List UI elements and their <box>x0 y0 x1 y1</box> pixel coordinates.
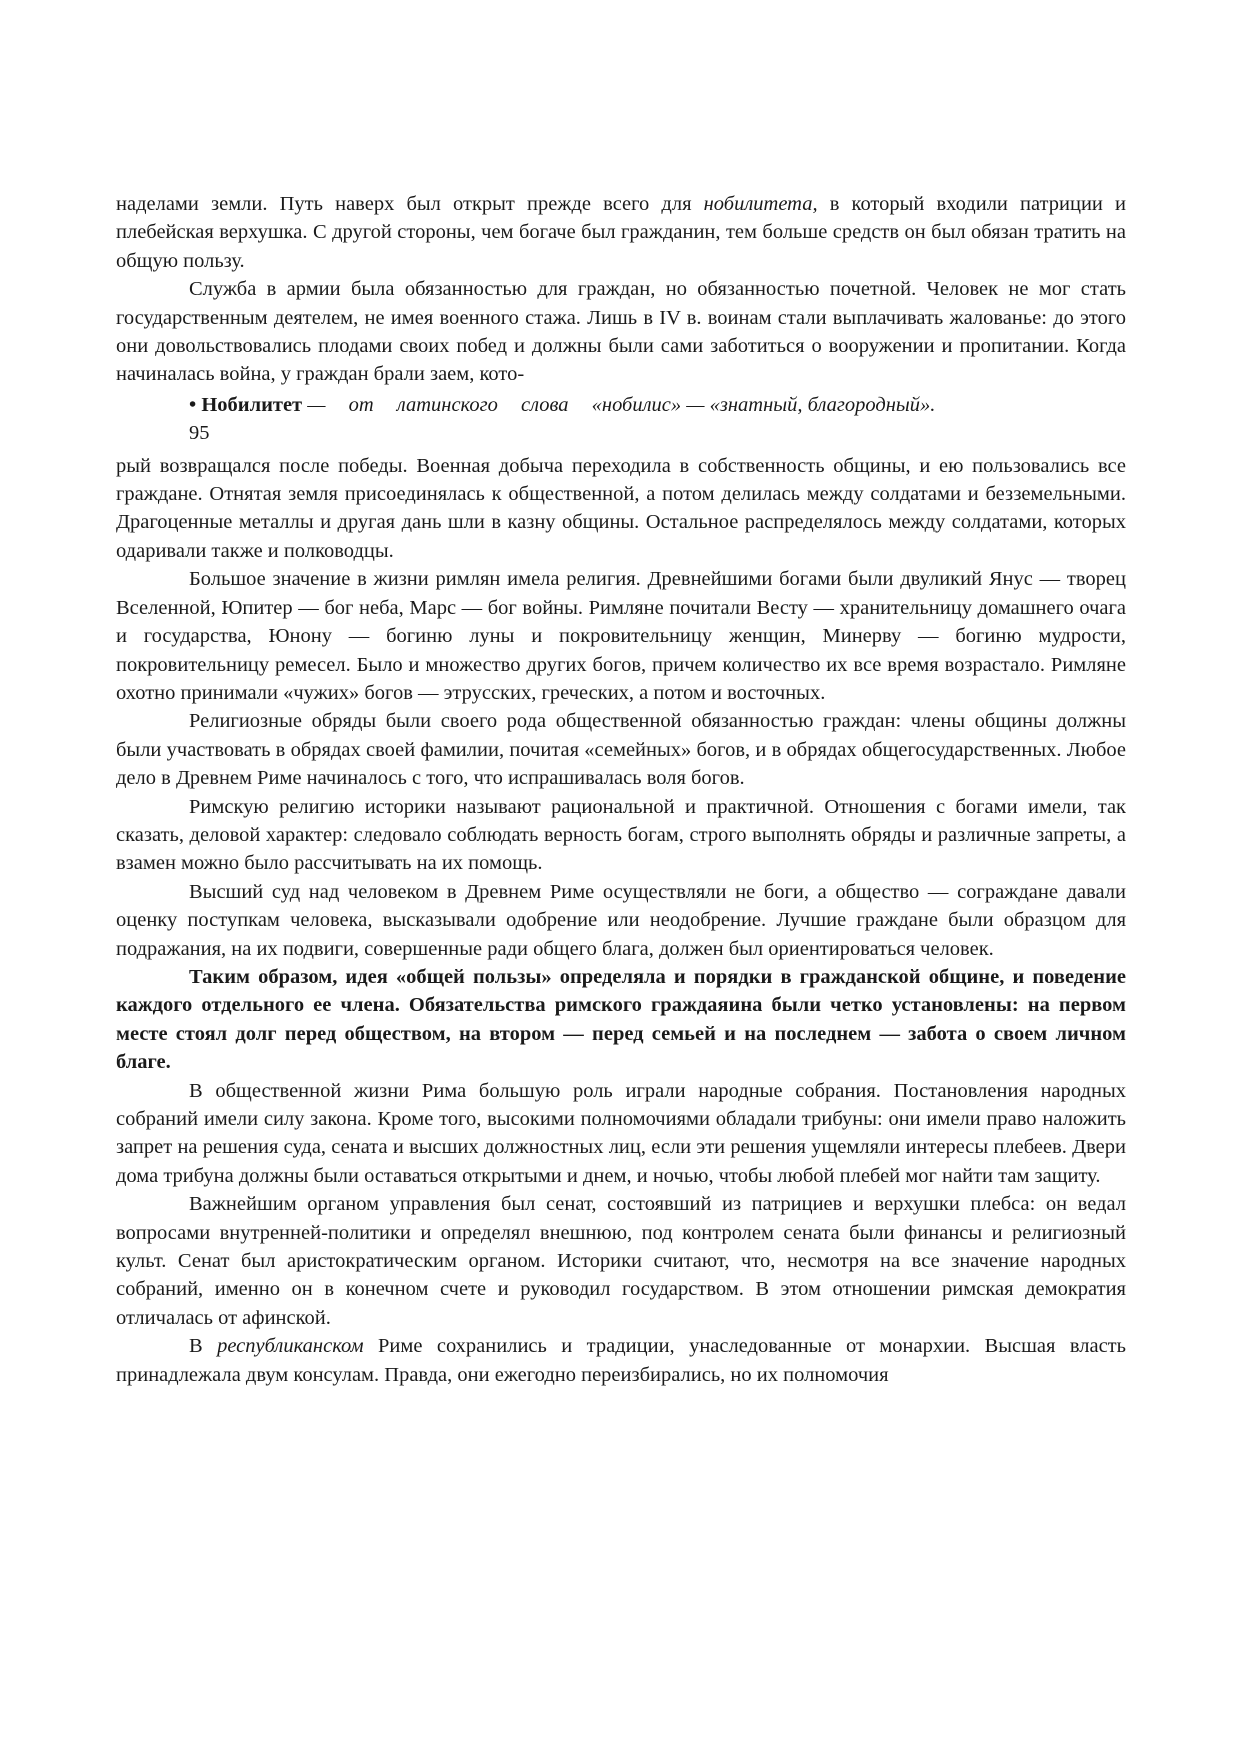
paragraph-4: Большое значение в жизни римлян имела религия. Древнейшими богами были двуликий Янус — творец Вселенной, Юпитер — бог неба, Марс — бог войны. Римляне почитали Весту — хранительницу домашнего очага и государства, Юнону — богиню луны и покровительницу женщин, Минерву — богиню мудрости, покровительницу ремесел. Было и множество других богов, причем количество их все время возрастало. Римляне охотно принимали «чужих» богов — этрусских, греческих, а потом и восточных. <box>116 568 1126 704</box>
paragraph-6: Римскую религию историки называют рациональной и практичной. Отношения с богами имели, так сказать, деловой характер: следовало соблюдать верность богам, строго выполнять обряды и различные запреты, а взамен можно было рассчитывать на их помощь. <box>116 795 1126 875</box>
footnote-term: Нобилитет <box>201 393 303 416</box>
paragraph-1-text-b: в который входили патриции и плебейская верхушка. С другой стороны, чем богаче был гражданин, тем больше средств он был обязан тратить на общую пользу. <box>116 193 1126 272</box>
paragraph-2: Служба в армии была обязанностью для граждан, но обязанностью почетной. Человек не мог стать государственным деятелем, не имея военного стажа. Лишь в IV в. воинам стали выплачивать жалованье: до этого они довольствовались плодами своих побед и должны были сами заботиться о вооружении и пропитании. Когда начиналась война, у граждан брали заем, кото- <box>116 278 1126 386</box>
page-number: 95 <box>189 422 210 445</box>
paragraph-1-text-a: наделами земли. Путь наверх был открыт прежде всего для <box>116 193 704 215</box>
republican-term: республиканском <box>217 1335 364 1358</box>
document-page <box>116 190 1126 1389</box>
paragraph-3: рый возвращался после победы. Военная добыча переходила в собственность общины, и ею пользовались все граждане. Отнятая земля присоединялась к общественной, а потом делилась между солдатами и безземельными. Драгоценные металлы и другая дань шли в казну общины. Остальное распределялось между солдатами, которых одаривали также и полководцы. <box>116 454 1126 562</box>
paragraph-1 <box>116 190 1126 275</box>
footnote-definition-translation: — «знатный, благородный». <box>686 393 936 416</box>
paragraph-10: Важнейшим органом управления был сенат, состоявший из патрициев и верхушки плебса: он ведал вопросами внутренней-политики и определял внешнюю, под контролем сената были финансы и религиозный культ. Сенат был аристократическим органом. Историки считают, что, несмотря на все значение народных собраний, именно он в конечном счете и руководил государством. В этом отношении римская демократия отличалась от афинской. <box>116 1193 1126 1329</box>
paragraph-11-text-a: В <box>189 1335 218 1358</box>
nobility-term: нобилитета, <box>703 193 818 215</box>
paragraph-11-text-b: Риме сохранились и традиции, унаследованные от монархии. Высшая власть принадлежала двум консулам. Правда, они ежегодно переизбирались, но их полномочия <box>116 1335 1126 1386</box>
paragraph-9: В общественной жизни Рима большую роль играли народные собрания. Постановления народных собраний имели силу закона. Кроме того, высокими полномочиями обладали трибуны: они имели право наложить запрет на решения суда, сената и высших должностных лиц, если эти решения ущемляли интересы плебеев. Двери дома трибуна должны были оставаться открытыми и днем, и ночью, чтобы любой плебей мог найти там защиту. <box>116 1079 1126 1187</box>
paragraph-7: Высший суд над человеком в Древнем Риме осуществляли не боги, а общество — сограждане давали оценку поступкам человека, высказывали одобрение или неодобрение. Лучшие граждане были образцом для подражания, на их подвиги, совершенные ради общего блага, должен был ориентироваться человек. <box>116 880 1126 960</box>
footnote-definition: — от латинского слова «нобилис» <box>307 393 682 416</box>
paragraph-5: Религиозные обряды были своего рода общественной обязанностью граждан: члены общины должны были участвовать в обрядах своей фамилии, почитая «семейных» богов, и в обрядах общегосударственных. Любое дело в Древнем Риме начиналось с того, что испрашивалась воля богов. <box>116 710 1126 790</box>
paragraph-11 <box>116 1332 1126 1389</box>
footnote-bullet: • <box>189 393 197 416</box>
paragraph-8-bold-summary: Таким образом, идея «общей пользы» определяла и порядки в гражданской общине, и поведение каждого отдельного ее члена. Обязательства римского граждаяина были четко установлены: на первом месте стоял долг перед обществом, на втором — перед семьей и на последнем — забота о своем личном благе. <box>116 965 1126 1074</box>
footnote <box>116 391 1126 419</box>
